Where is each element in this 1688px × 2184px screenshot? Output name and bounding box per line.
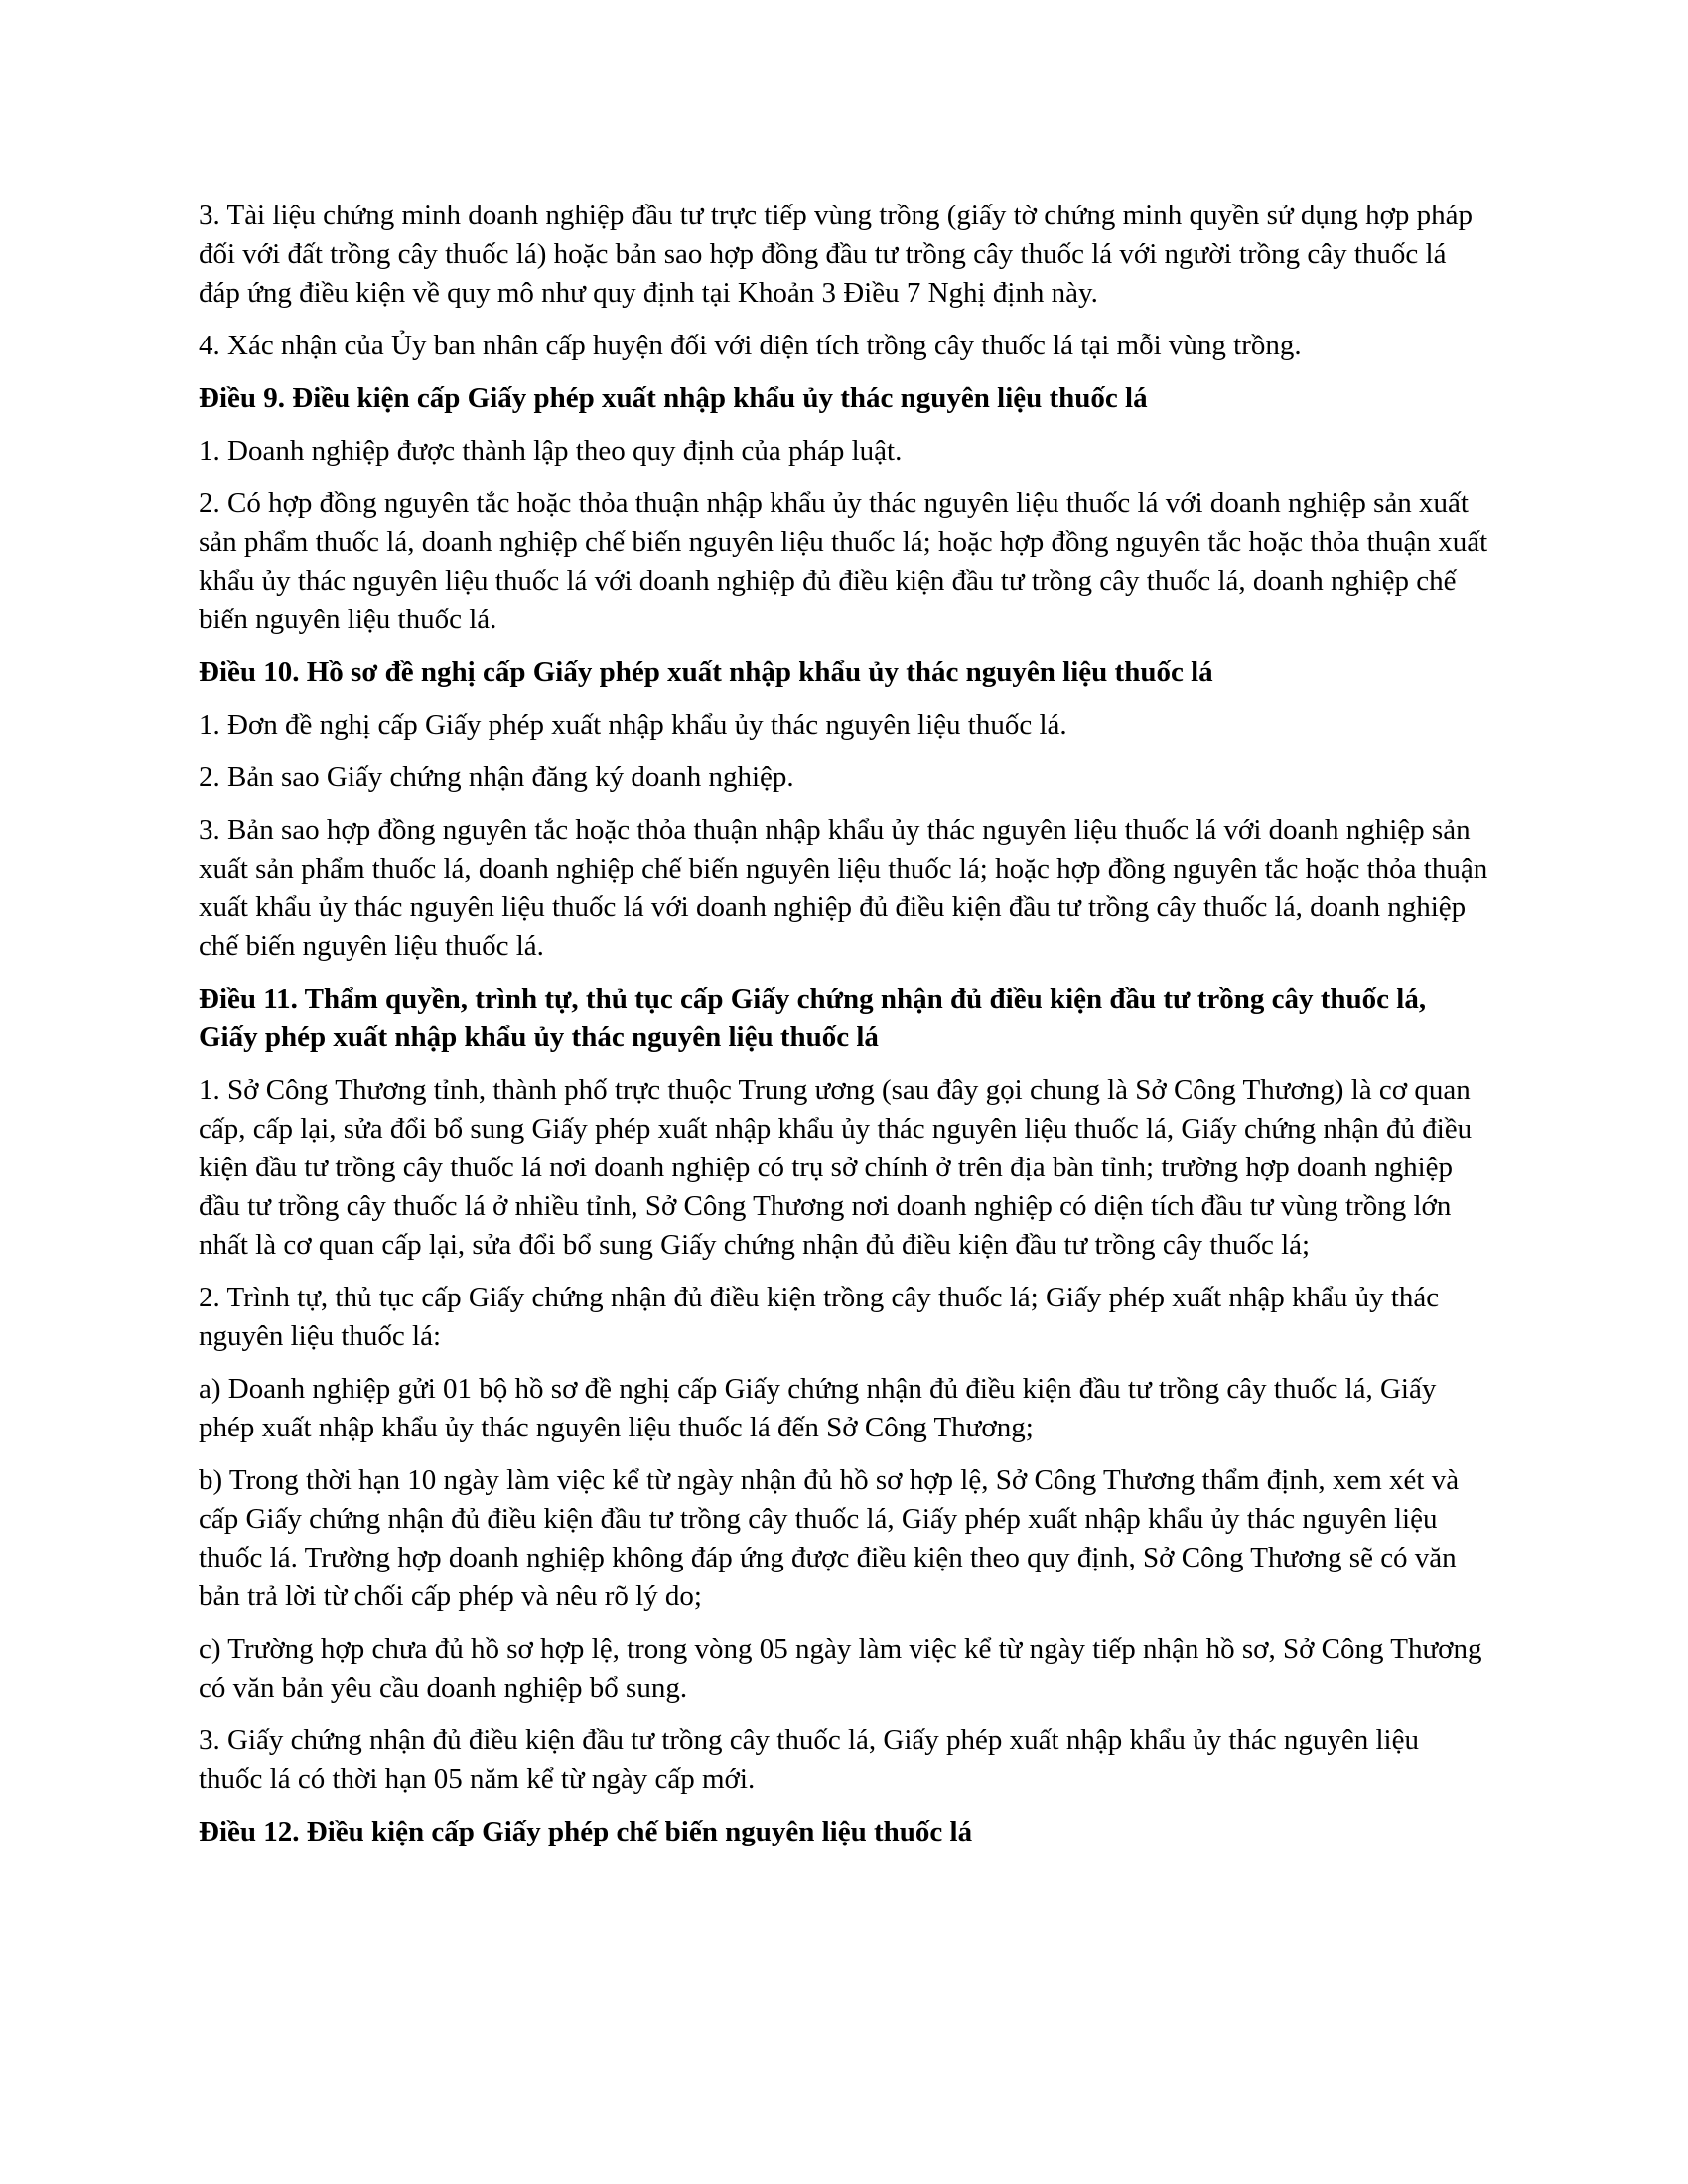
document-body	[199, 197, 1489, 1865]
article-10-item-3: 3. Bản sao hợp đồng nguyên tắc hoặc thỏa thuận nhập khẩu ủy thác nguyên liệu thuốc lá với doanh nghiệp sản xuất sản phẩm thuốc lá, doanh nghiệp chế biến nguyên liệu thuốc lá; hoặc hợp đồng nguyên tắc hoặc thỏa thuận xuất khẩu ủy thác nguyên liệu thuốc lá với doanh nghiệp đủ điều kiện đầu tư trồng cây thuốc lá, doanh nghiệp chế biến nguyên liệu thuốc lá.	[199, 814, 1488, 962]
article-9-item-1: 1. Doanh nghiệp được thành lập theo quy định của pháp luật.	[199, 435, 903, 467]
article-10-item-1: 1. Đơn đề nghị cấp Giấy phép xuất nhập khẩu ủy thác nguyên liệu thuốc lá.	[199, 709, 1067, 741]
article-11-heading: Điều 11. Thẩm quyền, trình tự, thủ tục cấp Giấy chứng nhận đủ điều kiện đầu tư trồng cây thuốc lá, Giấy phép xuất nhập khẩu ủy thác nguyên liệu thuốc lá	[199, 983, 1427, 1053]
paragraph-3-land-documents: 3. Tài liệu chứng minh doanh nghiệp đầu tư trực tiếp vùng trồng (giấy tờ chứng minh quyền sử dụng hợp pháp đối với đất trồng cây thuốc lá) hoặc bản sao hợp đồng đầu tư trồng cây thuốc lá với người trồng cây thuốc lá đáp ứng điều kiện về quy mô như quy định tại Khoản 3 Điều 7 Nghị định này.	[199, 200, 1474, 309]
article-11-item-2: 2. Trình tự, thủ tục cấp Giấy chứng nhận đủ điều kiện trồng cây thuốc lá; Giấy phép xuất nhập khẩu ủy thác nguyên liệu thuốc lá:	[199, 1282, 1440, 1352]
article-10-heading: Điều 10. Hồ sơ đề nghị cấp Giấy phép xuất nhập khẩu ủy thác nguyên liệu thuốc lá	[199, 656, 1213, 688]
paragraph-4-district-confirmation: 4. Xác nhận của Ủy ban nhân cấp huyện đối với diện tích trồng cây thuốc lá tại mỗi vùng trồng.	[199, 330, 1302, 361]
article-11-item-3: 3. Giấy chứng nhận đủ điều kiện đầu tư trồng cây thuốc lá, Giấy phép xuất nhập khẩu ủy thác nguyên liệu thuốc lá có thời hạn 05 năm kể từ ngày cấp mới.	[199, 1724, 1419, 1795]
article-10-item-2: 2. Bản sao Giấy chứng nhận đăng ký doanh nghiệp.	[199, 761, 794, 793]
article-11-item-2b: b) Trong thời hạn 10 ngày làm việc kể từ ngày nhận đủ hồ sơ hợp lệ, Sở Công Thương thẩm định, xem xét và cấp Giấy chứng nhận đủ điều kiện đầu tư trồng cây thuốc lá, Giấy phép xuất nhập khẩu ủy thác nguyên liệu thuốc lá. Trường hợp doanh nghiệp không đáp ứng được điều kiện theo quy định, Sở Công Thương sẽ có văn bản trả lời từ chối cấp phép và nêu rõ lý do;	[199, 1464, 1460, 1612]
article-11-item-2a: a) Doanh nghiệp gửi 01 bộ hồ sơ đề nghị cấp Giấy chứng nhận đủ điều kiện đầu tư trồng cây thuốc lá, Giấy phép xuất nhập khẩu ủy thác nguyên liệu thuốc lá đến Sở Công Thương;	[199, 1373, 1437, 1443]
article-11-item-1: 1. Sở Công Thương tỉnh, thành phố trực thuộc Trung ương (sau đây gọi chung là Sở Công Thương) là cơ quan cấp, cấp lại, sửa đổi bổ sung Giấy phép xuất nhập khẩu ủy thác nguyên liệu thuốc lá, Giấy chứng nhận đủ điều kiện đầu tư trồng cây thuốc lá nơi doanh nghiệp có trụ sở chính ở trên địa bàn tỉnh; trường hợp doanh nghiệp đầu tư trồng cây thuốc lá ở nhiều tỉnh, Sở Công Thương nơi doanh nghiệp có diện tích đầu tư vùng trồng lớn nhất là cơ quan cấp lại, sửa đổi bổ sung Giấy chứng nhận đủ điều kiện đầu tư trồng cây thuốc lá;	[199, 1074, 1473, 1261]
article-12-heading: Điều 12. Điều kiện cấp Giấy phép chế biến nguyên liệu thuốc lá	[199, 1816, 973, 1847]
article-11-item-2c: c) Trường hợp chưa đủ hồ sơ hợp lệ, trong vòng 05 ngày làm việc kể từ ngày tiếp nhận hồ sơ, Sở Công Thương có văn bản yêu cầu doanh nghiệp bổ sung.	[199, 1633, 1482, 1704]
article-9-heading: Điều 9. Điều kiện cấp Giấy phép xuất nhập khẩu ủy thác nguyên liệu thuốc lá	[199, 382, 1148, 414]
article-9-item-2: 2. Có hợp đồng nguyên tắc hoặc thỏa thuận nhập khẩu ủy thác nguyên liệu thuốc lá với doanh nghiệp sản xuất sản phẩm thuốc lá, doanh nghiệp chế biến nguyên liệu thuốc lá; hoặc hợp đồng nguyên tắc hoặc thỏa thuận xuất khẩu ủy thác nguyên liệu thuốc lá với doanh nghiệp đủ điều kiện đầu tư trồng cây thuốc lá, doanh nghiệp chế biến nguyên liệu thuốc lá.	[199, 487, 1488, 635]
